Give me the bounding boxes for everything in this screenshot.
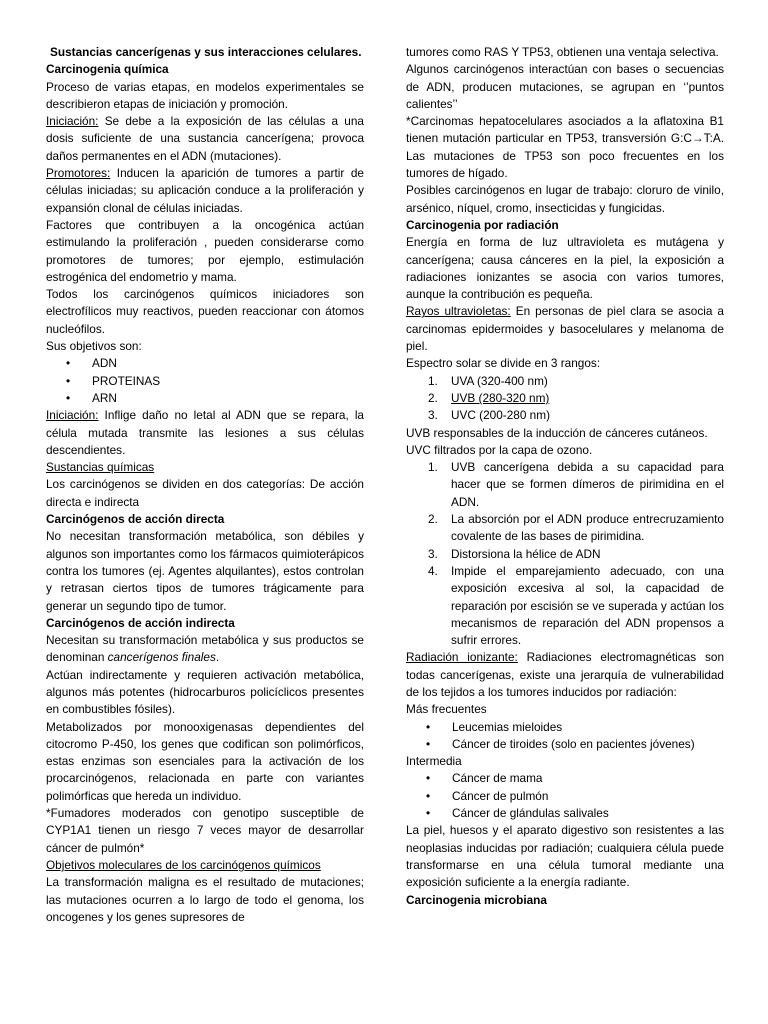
list-text: UVB (280-320 nm) (451, 390, 550, 405)
paragraph-hepatocelulares: *Carcinomas hepatocelulares asociados a la aflatoxina B1 tienen mutación particular en TP53, transversión G:C→T:A. Las mutaciones de TP53 son poco frecuentes en los tumores de hígado. (406, 114, 724, 181)
paragraph-rayos (406, 303, 724, 355)
text-rayos: En personas de piel clara se asocia a carcinomas epidermoides y basocelulares y melanoma de piel. (406, 304, 724, 354)
paragraph-transformacion: La transformación maligna es el resultado de mutaciones; las mutaciones ocurren a lo largo de todo el genoma, los oncogenes y los genes supresores de (46, 875, 364, 924)
paragraph-todos: Todos los carcinógenos químicos iniciadores son electrofílicos muy reactivos, pueden reaccionar con átomos nucleófilos. (46, 287, 364, 336)
paragraph-iniciacion-2 (46, 407, 364, 459)
text-indirecta-a: Necesitan su transformación metabólica y sus productos se denominan (46, 633, 364, 665)
paragraph-uvc: UVC filtrados por la capa de ozono. (406, 442, 593, 457)
paragraph-energia: Energía en forma de luz ultravioleta es mutágena y cancerígena; causa cánceres en la piel, la exposición a radiaciones ionizantes se asocia con varios tumores, aunque la contribución es pequeña. (406, 235, 724, 302)
paragraph-accion-directa: No necesitan transformación metabólica, son débiles y algunos son importantes como los fármacos quimioterápicos contra los tumores (ej. Agentes alquilantes), estos controlan y retrasan ciertos tipos de tumores trágicamente para generar un segundo tipo de tumor. (46, 529, 364, 613)
text-iniciacion: Se debe a la exposición de las células a una dosis suficiente de una sustancia cancerígena; provoca daños permanentes en el ADN (mutaciones). (46, 114, 364, 163)
list-text: Distorsiona la hélice de ADN (451, 546, 601, 561)
list-text: Impide el emparejamiento adecuado, con una exposición excesiva al sol, la capacidad de reparación por escisión se ve superada y actúan los mecanismos de reparación del ADN propensos a sufrir errores. (451, 563, 724, 648)
text-radiacion-ionizante: Radiaciones electromagnéticas son todas cancerígenas, existe una jerarquía de vulnerabilidad de los tejidos a los tumores inducidos por radiación: (406, 650, 724, 699)
paragraph-continuacion: tumores como RAS Y TP53, obtienen una ventaja selectiva. (406, 45, 719, 59)
uvb-list (406, 459, 724, 649)
paragraph-metabolizados: Metabolizados por monooxigenasas dependientes del citocromo P-450, los genes que codifican son polimórficos, estas enzimas son esenciales para la activación de los procarcinógenos, relacionada en parte con variantes polimórficas que hereda un individuo. (46, 719, 364, 803)
list-item: • Cáncer de glándulas salivales (406, 805, 724, 822)
list-item: • Leucemias mieloides (406, 719, 724, 736)
paragraph-iniciacion (46, 113, 364, 165)
objetivos-intro: Sus objetivos son: (46, 339, 142, 354)
list-number: 4. (428, 563, 438, 578)
paragraph-piel: La piel, huesos y el aparato digestivo son resistentes a las neoplasias inducidas por radiación; cualquiera célula puede transformarse en una célula tumoral mediante una exposición suficiente a la energía radiante. (406, 823, 724, 890)
paragraph-posibles: Posibles carcinógenos en lugar de trabajo: cloruro de vinilo, arsénico, níquel, cromo, insecticidas y fungicidas. (406, 183, 724, 215)
paragraph-algunos: Algunos carcinógenos interactúan con bases o secuencias de ADN, producen mutaciones, se agrupan en ‘’puntos calientes’’ (406, 62, 724, 111)
list-item (406, 563, 724, 649)
heading-accion-indirecta: Carcinógenos de acción indirecta (46, 615, 235, 630)
list-number: 1. (428, 373, 438, 388)
paragraph-fumadores: *Fumadores moderados con genotipo susceptible de CYP1A1 tienen un riesgo 7 veces mayor de desarrollar cáncer de pulmón* (46, 806, 364, 855)
list-text: La absorción por el ADN produce entrecruzamiento covalente de las bases de pirimidina. (451, 512, 724, 544)
list-item: • ADN (46, 355, 364, 372)
paragraph-radiacion-ionizante (406, 649, 724, 701)
list-text: UVB cancerígena debida a su capacidad para hacer que se formen dímeros de pirimidina en el ADN. (451, 460, 724, 509)
list-number: 1. (428, 460, 438, 475)
list-number: 3. (428, 546, 438, 561)
label-iniciacion: Iniciación: (46, 114, 99, 129)
espectro-intro: Espectro solar se divide en 3 rangos: (406, 356, 601, 371)
paragraph-uvb-responsables: UVB responsables de la inducción de cánceres cutáneos. (406, 425, 708, 440)
paragraph-actuan: Actúan indirectamente y requieren activación metabólica, algunos más potentes (hidrocarburos policíclicos presentes en combustibles fósiles). (46, 667, 364, 717)
label-radiacion-ionizante: Radiación ionizante: (406, 650, 518, 665)
text-indirecta-b: . (215, 650, 220, 665)
list-item: • PROTEINAS (46, 373, 364, 390)
text-iniciacion-2: Inflige daño no letal al ADN que se repara, la célula mutada transmite las lesiones a sus células descendientes. (46, 408, 364, 457)
document-title: Sustancias cancerígenas y sus interacciones celulares. (50, 45, 362, 59)
heading-accion-directa: Carcinógenos de acción directa (46, 512, 225, 527)
paragraph-accion-indirecta (46, 632, 364, 667)
list-text: UVA (320-400 nm) (451, 373, 548, 388)
right-column (406, 44, 724, 909)
list-number: 3. (428, 408, 438, 423)
text-cancerigenos-finales: cancerígenos finales (107, 650, 216, 665)
label-rayos-ultravioletas: Rayos ultravioletas: (406, 304, 511, 319)
text-promotores: Inducen la aparición de tumores a partir de células iniciadas; su aplicación conduce a la proliferación y expansión clonal de células iniciadas. (46, 166, 364, 215)
paragraph-proceso: Proceso de varias etapas, en modelos experimentales se describieron etapas de iniciación y promoción. (46, 79, 364, 111)
list-item: • ARN (46, 390, 364, 407)
intermedia-list (406, 770, 724, 822)
heading-sustancias-quimicas: Sustancias químicas (46, 460, 155, 475)
frecuentes-list (406, 719, 724, 754)
list-item: • Cáncer de tiroides (solo en pacientes jóvenes) (406, 736, 724, 753)
heading-objetivos-moleculares: Objetivos moleculares de los carcinógenos químicos (46, 857, 321, 872)
list-item: • Cáncer de mama (406, 770, 724, 787)
list-item (406, 373, 724, 390)
list-number: 2. (428, 512, 438, 527)
heading-carcinogenia-quimica: Carcinogenia química (46, 62, 169, 77)
label-iniciacion-2: Iniciación: (46, 408, 99, 423)
paragraph-dividen: Los carcinógenos se dividen en dos categorías: De acción directa e indirecta (46, 477, 364, 509)
label-promotores: Promotores: (46, 166, 111, 181)
list-item (406, 390, 724, 407)
list-item: • Cáncer de pulmón (406, 788, 724, 805)
rangos-list (406, 373, 724, 425)
objetivos-list (46, 355, 364, 407)
list-item (406, 546, 724, 563)
left-column (46, 44, 364, 926)
list-text: UVC (200-280 nm) (451, 408, 551, 423)
list-item (406, 511, 724, 546)
paragraph-promotores (46, 165, 364, 217)
list-item (406, 459, 724, 511)
label-mas-frecuentes: Más frecuentes (406, 702, 487, 717)
list-item (406, 407, 724, 424)
list-number: 2. (428, 390, 438, 405)
paragraph-factores: Factores que contribuyen a la oncogénica actúan estimulando la proliferación , pueden considerarse como promotores de tumores; por ejemplo, estimulación estrogénica del endometrio y mama. (46, 217, 364, 284)
heading-carcinogenia-radiacion: Carcinogenia por radiación (406, 217, 559, 232)
label-intermedia: Intermedia (406, 754, 462, 769)
heading-carcinogenia-microbiana: Carcinogenia microbiana (406, 892, 547, 907)
